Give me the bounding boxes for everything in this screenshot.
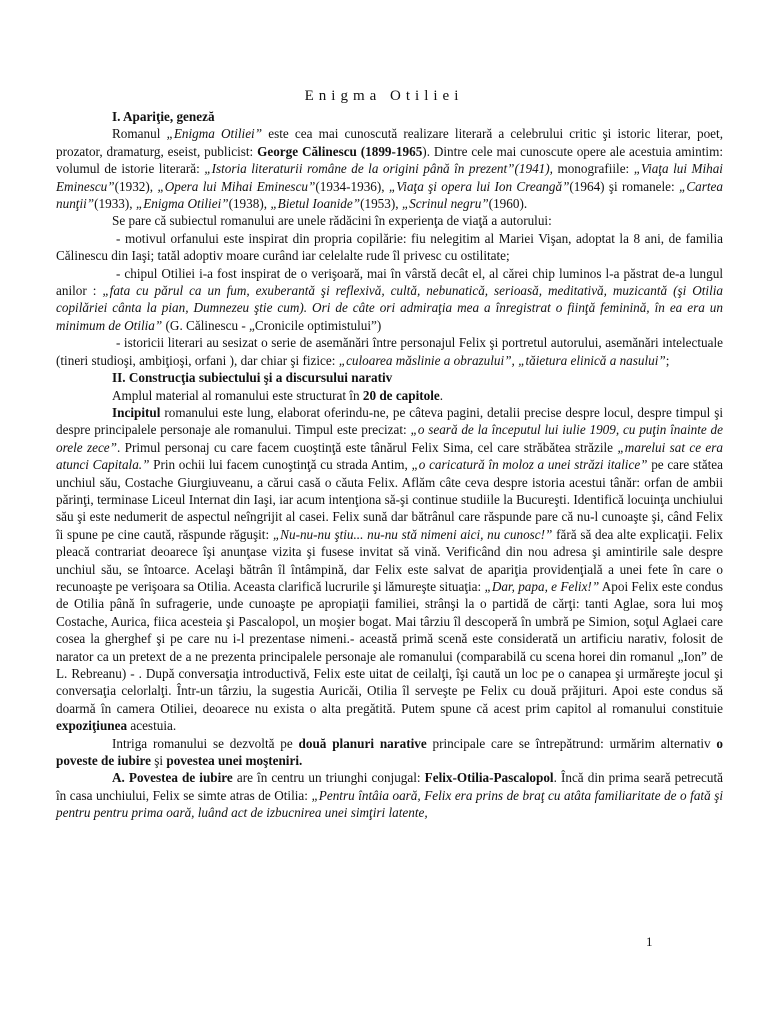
paragraph-structure: Amplul material al romanului este structurat în 20 de capitole. [112, 387, 444, 403]
paragraph-love-story: A. Povestea de iubire are în centru un triunghi conjugal: Felix-Otilia-Pascalopol. Încă din prima seară petrecută în casa unchiului, Felix se simte atras de Otilia: „Pentru întâia oară, Felix era prins de braţ cu atâta familiaritate de o fată şi pentru pentru prima oară, luând act de izbucnirea unei simţiri latente, [56, 770, 723, 821]
page-number: 1 [646, 934, 653, 949]
paragraph-intro: Romanul „Enigma Otiliei” este cea mai cunoscută realizare literară a celebrului critic şi istoric literar, poet, prozator, dramaturg, eseist, publicist: George Călinescu (1899-1965). Dintre cele mai cunoscute opere ale acestuia amintim: volumul de istorie literară: „Istoria literaturii române de la origini până în prezent”(1941), monografiile: „Viaţa lui Mihai Eminescu”(1932), „Opera lui Mihai Eminescu”(1934-1936), „Viaţa şi opera lui Ion Creangă”(1964) şi romanele: „Cartea nunţii”(1933), „Enigma Otiliei”(1938), „Bietul Ioanide”(1953), „Scrinul negru”(1960). [56, 126, 724, 212]
section-heading-2: II. Construcţia subiectului şi a discursului narativ [112, 370, 393, 386]
list-item-orphan: - motivul orfanului este inspirat din propria copilărie: fiu nelegitim al Mariei Vişan, adoptat la 8 ani, de familia Călinescu din Iaşi; tatăl adoptiv moare curând iar celelalte rude îl privesc cu ostilitate; [56, 230, 723, 264]
paragraph-intrigue: Intriga romanului se dezvoltă pe două planuri narative principale care se întrepătrund: urmărim alternativ o poveste de iubire şi povestea unei moşteniri. [56, 735, 723, 769]
paragraph-incipit: Incipitul romanului este lung, elaborat oferindu-ne, pe câteva pagini, detalii precise despre locul, despre timpul şi despre principalele personaje ale romanului. Timpul este precizat: „o seară de la începutul lui iulie 1909, cu puţin înainte de orele zece”. Primul personaj cu care facem cuoştinţă este tânărul Felix Sima, cel care străbătea străzile „marelui sat ce era atunci Capitala.” Prin ochii lui facem cunoştinţă cu strada Antim, „o caricatură în moloz a unei străzi italice” pe care stătea unchiul său, Costache Giurgiuveanu, a cărui casă o căuta Felix. Aflăm câte ceva despre istoria acestui tânăr: orfan de ambii părinţi, terminase Liceul Internat din Iaşi, iar acum intenţiona să-şi continue studiile la Bucureşti. Identifică locuinţa unchiului său şi este nedumerit de aspectul neîngrijit al casei. Felix sună dar bătrânul care răspunde pare că nu-l cunoaşte şi, când Felix îi spune pe cine caută, răspunde răguşit: „Nu-nu-nu ştiu... nu-nu stă nimeni aici, nu cunosc!” fără să dea alte explicaţii. Felix pleacă contrariat deoarece îşi anunţase vizita şi fusese invitat să vină. Verificând din nou adresa şi amintirile sale despre unchiul său, se întoarce. Acelaşi bătrân îl întâmpină, dar Felix este salvat de apariţia providenţială a unei fete în care o recunoaşte pe verişoara sa Otilia. Aceasta clarifică lucrurile şi lămureşte situaţia: „Dar, papa, e Felix!” Apoi Felix este condus de Otilia până în sufragerie, unde cunoaşte pe apropiaţii familiei, strânşi la o partidă de cărţi: tanti Aglae, sora lui moş Costache, Aurica, fiica acesteia şi Pascalopol, un moşier bogat. Mai târziu îl descoperă în umbră pe Simion, soţul Aglaei care cosea la gherghef şi pe care nu i-l prezentase nimeni.- această primă scenă este considerată un artificiu narativ, folosit de narator ca un pretext de a ne prezenta principalele personaje ale romanului (comparabilă cu scena horei din romanul „Ion” de L. Rebreanu) - . După conversaţia introductivă, Felix este uitat de ceilalţi, îşi caută un loc pe o canapea şi urmăreşte jocul şi conversaţia celorlalţi. Într-un târziu, la sugestia Auricăi, Otilia îl serveşte pe Felix cu două prăjituri. Apoi este condus să doarmă în camera Otiliei, deoarece nu exista o alta pregătită. Putem spune că acest prim capitol al romanului constituie expoziţiunea acestuia. [56, 404, 724, 734]
section-heading-1: I. Apariţie, geneză [112, 109, 215, 124]
document-body [56, 108, 723, 822]
list-item-otilia: - chipul Otiliei i-a fost inspirat de o verişoară, mai în vârstă decât el, al cărei chip luminos l-a păstrat de-a lungul anilor : „fata cu părul ca un fum, exuberantă şi reflexivă, cultă, nebunatică, serioasă, meditativă, muzicantă (şi Otilia copilăriei cânta la pian, Dumnezeu ştie cum). Ori de câte ori admiraţia mea a înregistrat o fiinţă feminină, în ea era un minimum de Otilia” (G. Călinescu - „Cronicile optimistului”) [56, 265, 723, 333]
document-title: Enigma Otiliei [304, 88, 464, 104]
paragraph-origins: Se pare că subiectul romanului are unele rădăcini în experienţa de viaţă a autorului: [112, 213, 552, 229]
list-item-felix: - istoricii literari au sesizat o serie de asemănări între personajul Felix şi portretul autorului, asemănări intelectuale (tineri studioşi, ambiţioşi, orfani ), dar chiar şi fizice: „culoarea măslinie a obrazului”, „tăietura elinică a nasului”; [56, 335, 723, 368]
